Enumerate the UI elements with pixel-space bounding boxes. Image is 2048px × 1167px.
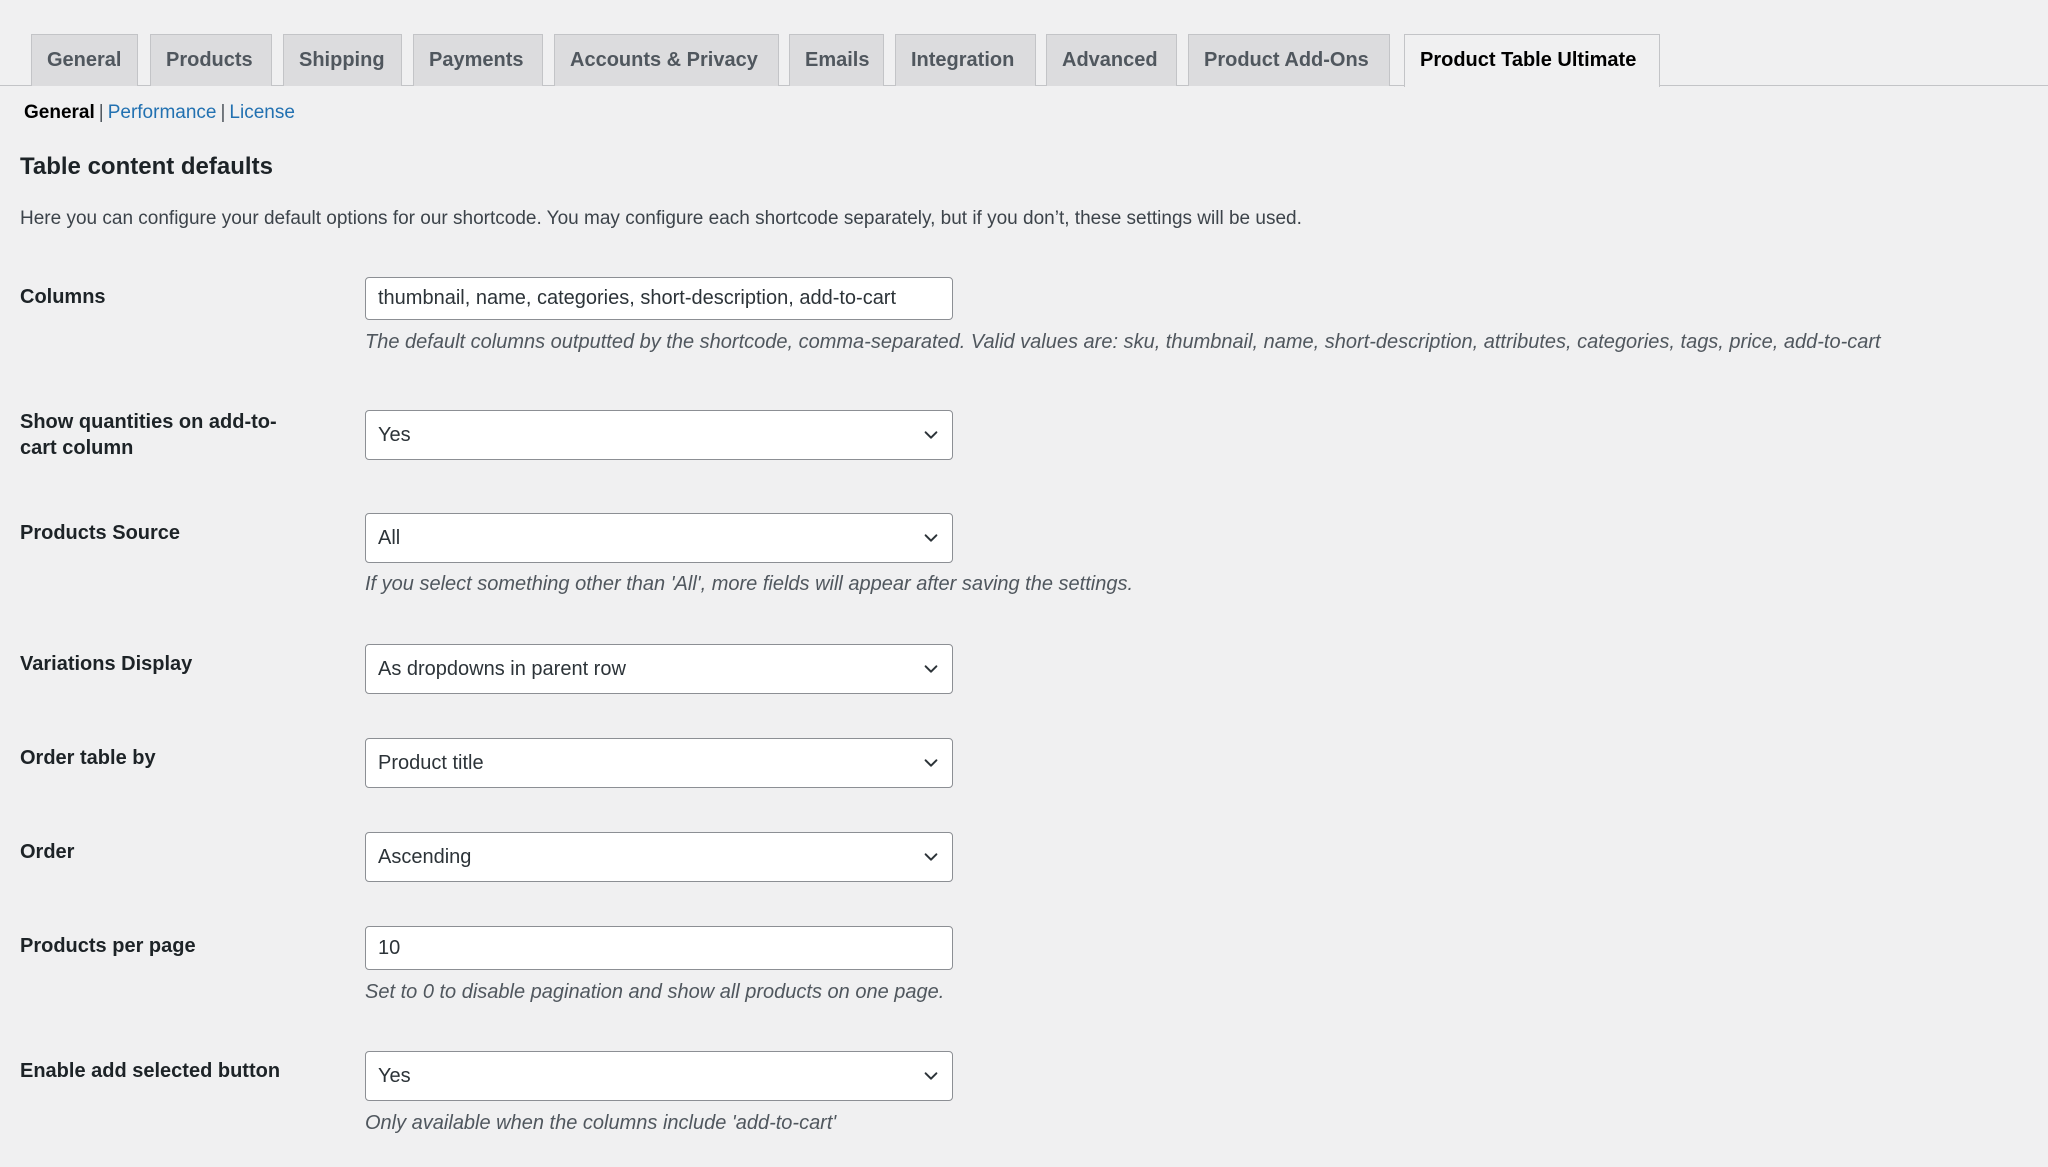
subnav-general-current: General xyxy=(24,102,95,123)
chevron-down-icon xyxy=(922,426,940,444)
subnav-link-performance[interactable]: Performance xyxy=(107,102,217,123)
products-source-value: All xyxy=(378,526,401,549)
show-quantities-label-line2: cart column xyxy=(20,437,134,459)
chevron-down-icon xyxy=(922,660,940,678)
products-source-label: Products Source xyxy=(20,522,181,544)
subnav-link-license[interactable]: License xyxy=(229,102,295,123)
tab-product-table-ultimate[interactable]: Product Table Ultimate xyxy=(1404,34,1660,87)
tab-product-add-ons[interactable]: Product Add-Ons xyxy=(1188,34,1390,86)
section-intro: Here you can configure your default options for our shortcode. You may configure each shortcode separately, but if you don’t, these settings will be used. xyxy=(20,208,1302,229)
chevron-down-icon xyxy=(922,848,940,866)
show-quantities-label xyxy=(20,409,320,461)
tab-emails[interactable]: Emails xyxy=(789,34,884,86)
tab-products[interactable]: Products xyxy=(150,34,272,86)
subnav-separator: | xyxy=(220,102,226,123)
chevron-down-icon xyxy=(922,1067,940,1085)
order-value: Ascending xyxy=(378,845,472,868)
show-quantities-label-line1: Show quantities on add-to- xyxy=(20,411,277,433)
columns-input[interactable] xyxy=(365,277,953,320)
add-selected-value: Yes xyxy=(378,1064,411,1087)
subnav-separator: | xyxy=(98,102,104,123)
variations-display-value: As dropdowns in parent row xyxy=(378,657,626,680)
section-title: Table content defaults xyxy=(20,153,273,180)
show-quantities-select[interactable] xyxy=(365,410,953,460)
chevron-down-icon xyxy=(922,529,940,547)
per-page-hint: Set to 0 to disable pagination and show all products on one page. xyxy=(365,981,945,1003)
variations-display-label: Variations Display xyxy=(20,653,193,675)
order-select[interactable] xyxy=(365,832,953,882)
order-by-value: Product title xyxy=(378,751,484,774)
order-by-label: Order table by xyxy=(20,747,156,769)
products-source-select[interactable] xyxy=(365,513,953,563)
tab-advanced[interactable]: Advanced xyxy=(1046,34,1177,86)
tab-integration[interactable]: Integration xyxy=(895,34,1036,86)
order-by-select[interactable] xyxy=(365,738,953,788)
tab-general[interactable]: General xyxy=(31,34,138,86)
per-page-label: Products per page xyxy=(20,935,196,957)
subsection-nav xyxy=(24,100,295,126)
variations-display-select[interactable] xyxy=(365,644,953,694)
add-selected-hint: Only available when the columns include 'add-to-cart' xyxy=(365,1112,837,1134)
columns-hint: The default columns outputted by the shortcode, comma-separated. Valid values are: sku, thumbnail, name, short-description, attributes, categories, tags, price, add-to-cart xyxy=(365,331,1881,353)
settings-tab-bar xyxy=(0,0,2048,86)
products-source-hint: If you select something other than 'All', more fields will appear after saving the settings. xyxy=(365,573,1134,595)
columns-label: Columns xyxy=(20,286,106,308)
per-page-input[interactable] xyxy=(365,926,953,970)
add-selected-select[interactable] xyxy=(365,1051,953,1101)
tab-payments[interactable]: Payments xyxy=(413,34,543,86)
chevron-down-icon xyxy=(922,754,940,772)
order-label: Order xyxy=(20,841,75,863)
tab-accounts-privacy[interactable]: Accounts & Privacy xyxy=(554,34,779,86)
add-selected-label: Enable add selected button xyxy=(20,1060,281,1082)
tab-shipping[interactable]: Shipping xyxy=(283,34,402,86)
show-quantities-value: Yes xyxy=(378,423,411,446)
